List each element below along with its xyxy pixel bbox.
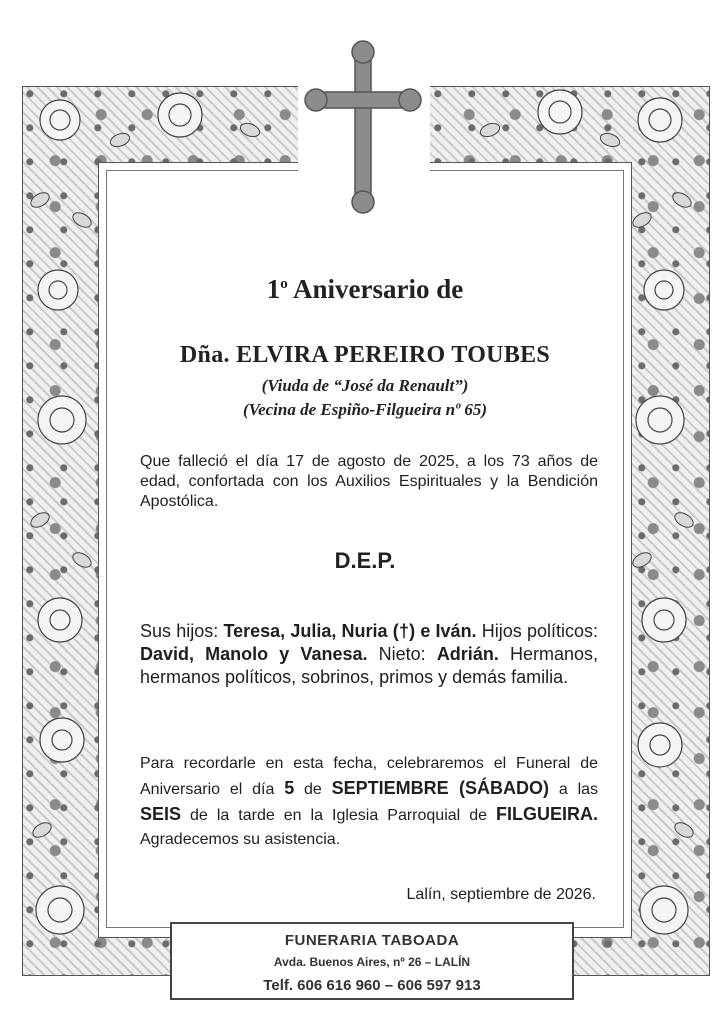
latin-cross-icon xyxy=(304,40,422,214)
heading-text: Aniversario de xyxy=(293,274,464,304)
funeral-home-name: FUNERARIA TABOADA xyxy=(284,932,460,949)
dep-label: D.E.P. xyxy=(334,548,396,573)
children-label: Sus hijos: xyxy=(140,621,224,641)
funeral-place: FILGUEIRA. xyxy=(496,804,598,824)
widow-line: (Viuda de “José da Renault”) xyxy=(261,376,469,395)
funeral-paragraph xyxy=(140,752,598,852)
funeral-day: 5 xyxy=(284,778,295,798)
neighbor-line: (Vecina de Espiño-Filgueira nº 65) xyxy=(242,400,488,419)
funeral-t1: Para recordarle en esta fecha, celebraremos el Funeral de Aniversario el día xyxy=(140,755,598,798)
anniversary-heading xyxy=(120,274,610,305)
funeral-month: SEPTIEMBRE (SÁBADO) xyxy=(331,778,550,798)
grandchild-label: Nieto: xyxy=(367,644,437,664)
family-paragraph xyxy=(140,620,598,689)
family-rest: Hermanos, hermanos políticos, sobrinos, primos y demás familia. xyxy=(140,644,598,687)
signature-line: Lalín, septiembre de 2026. xyxy=(406,886,596,903)
death-paragraph xyxy=(140,452,598,512)
funeral-t5: Agradecemos su asistencia. xyxy=(140,831,341,848)
funeral-home-phones: Telf. 606 616 960 – 606 597 913 xyxy=(263,977,481,994)
inlaws-label: Hijos políticos: xyxy=(476,621,598,641)
death-text: Que falleció el día 17 de agosto de 2025, a los 73 años de edad, confortada con los Auxilios Espirituales y la Bendición Apostólica. xyxy=(140,453,598,510)
heading-ordinal-sup: o xyxy=(280,276,288,292)
inlaws-names: David, Manolo y Vanesa. xyxy=(140,644,368,664)
funeral-t2: de xyxy=(294,781,332,798)
heading-ordinal: 1 xyxy=(266,274,281,304)
funeral-t3: a las xyxy=(549,781,599,798)
funeral-home-address: Avda. Buenos Aires, nº 26 – LALÍN xyxy=(273,955,471,969)
children-names: Teresa, Julia, Nuria (†) e Iván. xyxy=(223,621,477,641)
funeral-t4: de la tarde en la Iglesia Parroquial de xyxy=(181,807,496,824)
funeral-home-box xyxy=(170,922,574,1000)
funeral-hour: SEIS xyxy=(140,804,182,824)
deceased-name: Dña. ELVIRA PEREIRO TOUBES xyxy=(179,342,551,368)
grandchild-name: Adrián. xyxy=(436,644,499,664)
